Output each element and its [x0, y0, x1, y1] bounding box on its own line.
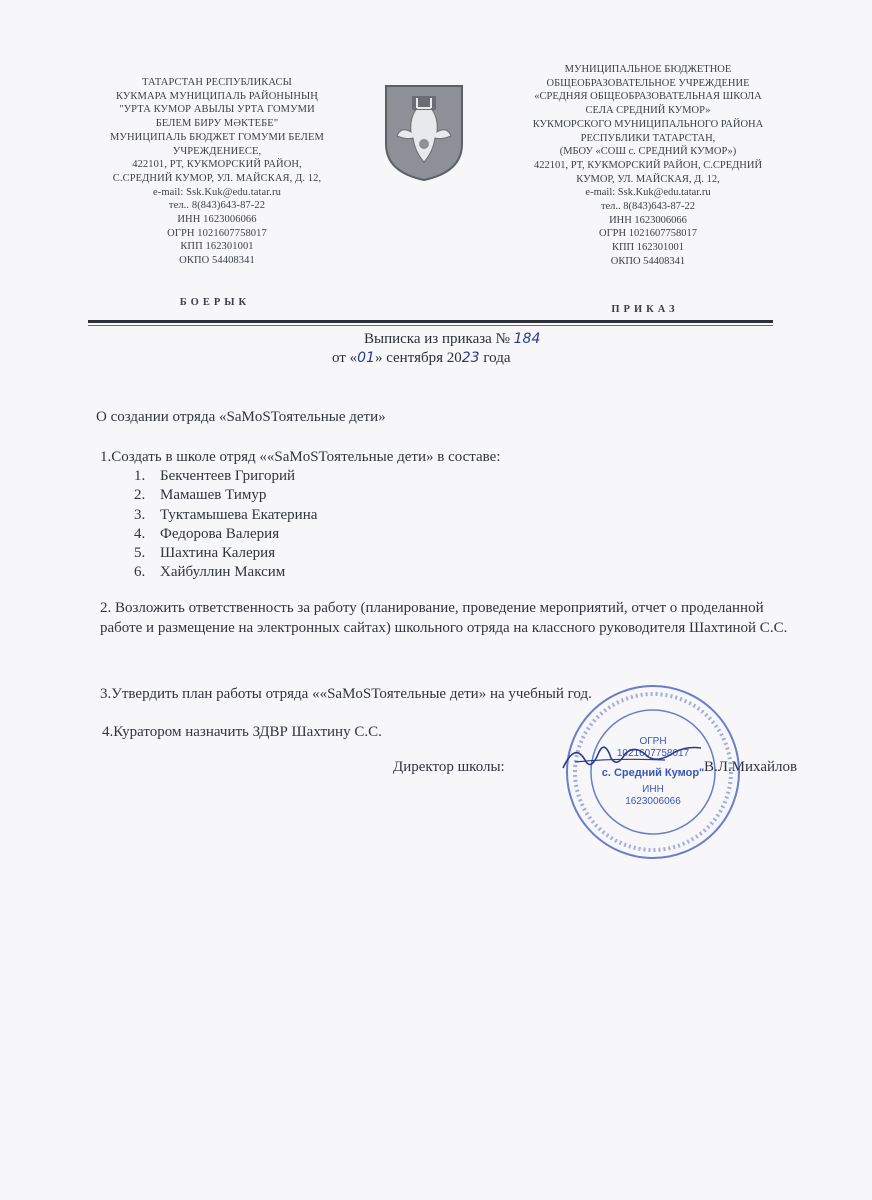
order-number: 184 [513, 331, 541, 347]
header-right-line: КУМОР, УЛ. МАЙСКАЯ, Д. 12, [576, 173, 720, 185]
header-left-line: ОГРН 1021607758017 [167, 227, 267, 239]
header-left-line: КПП 162301001 [180, 241, 254, 253]
order-item-3: 3.Утвердить план работы отряда ««SaMoSToятельные дети» на учебный год. [100, 686, 592, 702]
header-divider-thin [88, 325, 773, 326]
order-title [300, 330, 600, 368]
members-list [134, 467, 317, 583]
header-left-line: МУНИЦИПАЛЬ БЮДЖЕТ ГОМУМИ БЕЛЕМ [110, 131, 324, 143]
order-item-2: 2. Возложить ответственность за работу (планирование, проведение мероприятий, отчет о проделанной работе и размещение на электронных сайтах) школьного отряда на классного руководителя Шахтиной С.С. [100, 600, 788, 636]
header-left-line: e-mail: Ssk.Kuk@edu.tatar.ru [153, 186, 281, 198]
header-right-line: 422101, РТ, КУКМОРСКИЙ РАЙОН, С.СРЕДНИЙ [533, 159, 763, 171]
header-left-line: 422101, РТ, КУКМОРСКИЙ РАЙОН, [132, 159, 302, 171]
header-right-line: МУНИЦИПАЛЬНОЕ БЮДЖЕТНОЕ [564, 64, 732, 75]
order-year: 23 [461, 350, 480, 366]
header-left-line: ОКПО 54408341 [179, 255, 255, 267]
stamp-school: с. Средний Кумор" [601, 767, 705, 779]
order-title-prefix: Выписка из приказа № [364, 331, 510, 347]
header-left-line: КУКМАРА МУНИЦИПАЛЬ РАЙОНЫНЫҢ [115, 90, 318, 102]
director-name: В.Л.Михайлов [704, 759, 798, 775]
header-left [72, 76, 362, 268]
header-right-line: КПП 162301001 [611, 242, 685, 254]
list-item: 1. Бекчентеев Григорий [134, 468, 295, 484]
list-item: 4. Федорова Валерия [134, 525, 280, 542]
header-left-line: "УРТА КУМОР АВЫЛЫ УРТА ГОМУМИ [119, 104, 315, 116]
header-left-line: ТАТАРСТАН РЕСПУБЛИКАСЫ [142, 77, 292, 88]
header-right-line: «СРЕДНЯЯ ОБЩЕОБРАЗОВАТЕЛЬНАЯ ШКОЛА [534, 91, 762, 103]
header-left-line: С.СРЕДНИЙ КУМОР, УЛ. МАЙСКАЯ, Д. 12, [112, 172, 322, 184]
stamp-inn-label: ИНН [642, 784, 664, 795]
header-right-line: (МБОУ «СОШ с. СРЕДНИЙ КУМОР») [559, 146, 737, 158]
header-right [498, 63, 798, 269]
list-item: 3. Туктамышева Екатерина [134, 506, 318, 523]
order-date-prefix: от « [332, 350, 358, 366]
header-left-line: тел.. 8(843)643-87-22 [168, 200, 266, 212]
stamp-ogrn-label: ОГРН [639, 736, 667, 747]
header-right-line: РЕСПУБЛИКИ ТАТАРСТАН, [580, 132, 716, 144]
header-right-line: тел.. 8(843)643-87-22 [600, 201, 696, 213]
header-right-line: ОКПО 54408341 [610, 255, 686, 267]
stamp-ogrn: 1021607758017 [616, 748, 690, 759]
header-right-line: ИНН 1623006066 [609, 214, 687, 226]
header-left-line: ИНН 1623006066 [177, 214, 257, 226]
order-day: 01 [357, 350, 375, 366]
stamp-inn: 1623006066 [625, 796, 681, 807]
order-item-4: 4.Куратором назначить ЗДВР Шахтину С.С. [102, 724, 382, 740]
list-item: 5. Шахтина Калерия [134, 545, 276, 562]
order-date-suffix: года [479, 350, 511, 366]
header-divider [88, 320, 773, 323]
director-signature [555, 738, 705, 778]
municipal-emblem-icon [381, 82, 467, 182]
header-right-line: ОГРН 1021607758017 [599, 228, 697, 240]
order-subject: О создании отряда «SaMoSToятельные дети» [96, 409, 386, 425]
list-item: 6. Хайбуллин Максим [134, 564, 286, 581]
director-label: Директор школы: [393, 759, 505, 775]
header-left-line: БЕЛЕМ БИРУ МӘКТЕБЕ" [155, 118, 279, 130]
order-title-line2 [300, 349, 600, 368]
order-date-mid: » сентября 20 [374, 350, 462, 366]
header-right-line: КУКМОРСКОГО МУНИЦИПАЛЬНОГО РАЙОНА [532, 118, 764, 130]
header-left-label: БОЕРЫК [179, 297, 251, 308]
header-left-line: УЧРЕЖДЕНИЕСЕ, [172, 145, 262, 157]
list-item: 2. Мамашев Тимур [134, 487, 267, 504]
header-right-line: ОБЩЕОБРАЗОВАТЕЛЬНОЕ УЧРЕЖДЕНИЕ [546, 77, 750, 89]
header-right-label: ПРИКАЗ [611, 304, 679, 315]
header-right-line: e-mail: Ssk.Kuk@edu.tatar.ru [585, 187, 711, 199]
order-title-line1 [300, 330, 600, 349]
header-right-line: СЕЛА СРЕДНИЙ КУМОР» [585, 105, 711, 117]
order-item-1: 1.Создать в школе отряд ««SaMoSToятельные дети» в составе: [100, 449, 501, 465]
